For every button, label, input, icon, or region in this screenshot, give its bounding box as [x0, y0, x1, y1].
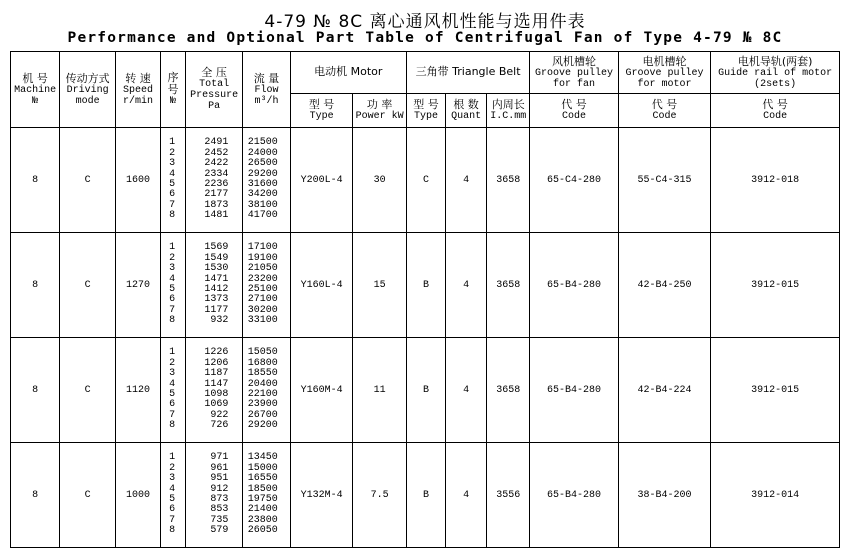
header-sequence: 序 号 № — [161, 52, 186, 128]
pressure-cell-value: 873 — [210, 494, 229, 505]
flow-cell-value: 23200 — [247, 273, 278, 285]
flow-cell-value: 19100 — [247, 252, 278, 264]
flow-cell-value: 18500 — [247, 483, 278, 495]
header-motor-type: 型 号 Type — [290, 94, 353, 128]
sequence-cell-value: 5 — [169, 494, 176, 505]
fan-pulley-code-cell: 65-B4-280 — [530, 233, 618, 338]
sequence-cell-value: 5 — [169, 179, 176, 190]
flow-cell-value: 20400 — [247, 378, 278, 390]
sequence-cell-value: 2 — [169, 147, 176, 159]
flow-cell-value: 21500 — [247, 137, 278, 149]
flow-cell-value: 38100 — [247, 199, 278, 211]
belt-type-cell: B — [406, 233, 445, 338]
header-belt-type: 型 号 Type — [406, 94, 445, 128]
title-english: Performance and Optional Part Table of Centrifugal Fan of Type 4-79 № 8C — [67, 30, 783, 46]
table-row — [11, 443, 840, 548]
driving-mode-cell: C — [60, 128, 116, 233]
pressure-cell — [185, 128, 243, 233]
pressure-cell-value: 1177 — [204, 304, 229, 316]
title-chinese: 4-79 № 8C 离心通风机性能与选用件表 — [264, 12, 586, 32]
sequence-cell-value: 7 — [169, 409, 176, 421]
sequence-cell-value: 6 — [169, 189, 176, 201]
sequence-cell-value: 2 — [169, 357, 176, 369]
pressure-cell-value: 853 — [210, 504, 229, 516]
pressure-cell-value: 1187 — [204, 368, 229, 380]
table-row — [11, 338, 840, 443]
pressure-cell — [185, 338, 243, 443]
motor-pulley-code-cell: 42-B4-224 — [618, 338, 711, 443]
speed-cell: 1120 — [115, 338, 160, 443]
header-total-pressure: 全 压 Total Pressure Pa — [185, 52, 243, 128]
flow-cell-value: 26700 — [247, 409, 278, 421]
belt-type-cell: C — [406, 128, 445, 233]
flow-cell-value: 15000 — [247, 462, 278, 474]
guide-rail-code-cell: 3912-015 — [711, 338, 840, 443]
flow-cell — [243, 443, 290, 548]
belt-length-cell: 3658 — [487, 128, 530, 233]
guide-rail-code-cell: 3912-018 — [711, 128, 840, 233]
belt-length-cell: 3658 — [487, 338, 530, 443]
pressure-cell — [185, 443, 243, 548]
driving-mode-cell: C — [60, 338, 116, 443]
pressure-cell-value: 922 — [210, 409, 229, 421]
header-motor-group: 电动机 Motor — [290, 52, 406, 94]
fan-pulley-code-cell: 65-B4-280 — [530, 443, 618, 548]
pressure-cell-value: 735 — [210, 514, 229, 526]
motor-pulley-code-cell: 42-B4-250 — [618, 233, 711, 338]
sequence-cell-value: 6 — [169, 294, 176, 306]
pressure-cell-value: 961 — [210, 462, 229, 474]
sequence-cell-value: 4 — [169, 168, 176, 180]
belt-type-cell: B — [406, 338, 445, 443]
motor-power-cell: 30 — [353, 128, 406, 233]
header-guide-rail-code: 代 号 Code — [711, 94, 840, 128]
motor-pulley-code-cell: 55-C4-315 — [618, 128, 711, 233]
flow-cell-value: 23800 — [247, 514, 278, 526]
pressure-cell-value: 1873 — [204, 199, 229, 211]
sequence-cell-value: 3 — [169, 473, 176, 485]
flow-cell-value: 17100 — [247, 242, 278, 254]
pressure-cell-value: 1569 — [204, 242, 229, 254]
motor-type-cell: Y132M-4 — [290, 443, 353, 548]
flow-cell-value: 27100 — [247, 294, 278, 306]
header-belt-group: 三角带 Triangle Belt — [406, 52, 529, 94]
flow-cell-value: 34200 — [247, 189, 278, 201]
machine-number-cell: 8 — [11, 128, 60, 233]
sequence-cell-value: 1 — [169, 137, 176, 149]
sequence-cell — [161, 233, 186, 338]
machine-number-cell: 8 — [11, 338, 60, 443]
pressure-cell-value: 2452 — [204, 147, 229, 159]
pressure-cell-value: 579 — [210, 525, 229, 537]
motor-power-cell: 15 — [353, 233, 406, 338]
flow-cell-value: 16800 — [247, 357, 278, 369]
fan-pulley-code-cell: 65-C4-280 — [530, 128, 618, 233]
flow-cell — [243, 128, 290, 233]
sequence-cell-value: 1 — [169, 242, 176, 254]
sequence-cell-value: 6 — [169, 504, 176, 516]
flow-cell-value: 22100 — [247, 389, 278, 400]
pressure-cell-value: 951 — [210, 473, 229, 485]
sequence-cell-value: 1 — [169, 347, 176, 359]
sequence-cell-value: 8 — [169, 420, 176, 432]
flow-cell-value: 26050 — [247, 525, 278, 537]
header-driving-mode: 传动方式 Driving mode — [60, 52, 116, 128]
sequence-cell-value: 2 — [169, 252, 176, 264]
sequence-cell-value: 2 — [169, 462, 176, 474]
sequence-cell-value: 3 — [169, 158, 176, 170]
speed-cell: 1600 — [115, 128, 160, 233]
sequence-cell — [161, 338, 186, 443]
pressure-cell-value: 2334 — [204, 168, 229, 180]
header-flow: 流 量 Flow m³/h — [243, 52, 290, 128]
header-belt-length: 内周长 I.C.mm — [487, 94, 530, 128]
header-speed: 转 速 Speed r/min — [115, 52, 160, 128]
motor-type-cell: Y160L-4 — [290, 233, 353, 338]
sequence-cell-value: 4 — [169, 378, 176, 390]
flow-cell-value: 15050 — [247, 347, 278, 359]
pressure-cell-value: 1471 — [204, 273, 229, 285]
pressure-cell-value: 2422 — [204, 158, 229, 170]
flow-cell-value: 31600 — [247, 179, 278, 190]
pressure-cell-value: 2491 — [204, 137, 229, 149]
sequence-cell-value: 4 — [169, 273, 176, 285]
sequence-cell-value: 8 — [169, 525, 176, 537]
pressure-cell-value: 1412 — [204, 284, 229, 295]
sequence-cell-value: 6 — [169, 399, 176, 411]
flow-cell-value: 26500 — [247, 158, 278, 170]
header-row-top — [11, 52, 840, 94]
header-fan-pulley: 风机槽轮 Groove pulley for fan — [530, 52, 618, 94]
table-row — [11, 128, 840, 233]
flow-cell-value: 29200 — [247, 168, 278, 180]
pressure-cell — [185, 233, 243, 338]
guide-rail-code-cell: 3912-015 — [711, 233, 840, 338]
sequence-cell-value: 3 — [169, 263, 176, 275]
driving-mode-cell: C — [60, 443, 116, 548]
flow-cell-value: 21400 — [247, 504, 278, 516]
pressure-cell-value: 2236 — [204, 179, 229, 190]
header-guide-rail: 电机导轨(两套) Guide rail of motor (2sets) — [711, 52, 840, 94]
belt-length-cell: 3658 — [487, 233, 530, 338]
belt-type-cell: B — [406, 443, 445, 548]
sequence-cell-value: 8 — [169, 210, 176, 222]
flow-cell — [243, 338, 290, 443]
sequence-cell-value: 3 — [169, 368, 176, 380]
pressure-cell-value: 1206 — [204, 357, 229, 369]
speed-cell: 1270 — [115, 233, 160, 338]
header-motor-pulley: 电机槽轮 Groove pulley for motor — [618, 52, 711, 94]
belt-quantity-cell: 4 — [446, 233, 487, 338]
sequence-cell — [161, 128, 186, 233]
sequence-cell-value: 4 — [169, 483, 176, 495]
sequence-cell — [161, 443, 186, 548]
pressure-cell-value: 1098 — [204, 389, 229, 400]
flow-cell-value: 25100 — [247, 284, 278, 295]
pressure-cell-value: 912 — [210, 483, 229, 495]
flow-cell-value: 33100 — [247, 315, 278, 327]
machine-number-cell: 8 — [11, 443, 60, 548]
pressure-cell-value: 1147 — [204, 378, 229, 390]
belt-quantity-cell: 4 — [446, 443, 487, 548]
flow-cell-value: 23900 — [247, 399, 278, 411]
sequence-cell-value: 1 — [169, 452, 176, 464]
sequence-cell-value: 7 — [169, 199, 176, 211]
sequence-cell-value: 5 — [169, 284, 176, 295]
pressure-cell-value: 1226 — [204, 347, 229, 359]
pressure-cell-value: 1069 — [204, 399, 229, 411]
fan-pulley-code-cell: 65-B4-280 — [530, 338, 618, 443]
speed-cell: 1000 — [115, 443, 160, 548]
motor-type-cell: Y200L-4 — [290, 128, 353, 233]
belt-length-cell: 3556 — [487, 443, 530, 548]
belt-quantity-cell: 4 — [446, 128, 487, 233]
pressure-cell-value: 1481 — [204, 210, 229, 222]
header-belt-quantity: 根 数 Quant — [446, 94, 487, 128]
machine-number-cell: 8 — [11, 233, 60, 338]
motor-pulley-code-cell: 38-B4-200 — [618, 443, 711, 548]
flow-cell-value: 24000 — [247, 147, 278, 159]
flow-cell-value: 29200 — [247, 420, 278, 432]
pressure-cell-value: 2177 — [204, 189, 229, 201]
pressure-cell-value: 1549 — [204, 252, 229, 264]
guide-rail-code-cell: 3912-014 — [711, 443, 840, 548]
sequence-cell-value: 7 — [169, 304, 176, 316]
motor-type-cell: Y160M-4 — [290, 338, 353, 443]
flow-cell-value: 18550 — [247, 368, 278, 380]
performance-table — [10, 51, 840, 548]
header-motor-power: 功 率 Power kW — [353, 94, 406, 128]
sequence-cell-value: 7 — [169, 514, 176, 526]
sequence-cell-value: 5 — [169, 389, 176, 400]
pressure-cell-value: 1530 — [204, 263, 229, 275]
flow-cell-value: 13450 — [247, 452, 278, 464]
header-machine: 机 号 Machine № — [11, 52, 60, 128]
sequence-cell-value: 8 — [169, 315, 176, 327]
flow-cell-value: 21050 — [247, 263, 278, 275]
header-motor-pulley-code: 代 号 Code — [618, 94, 711, 128]
flow-cell-value: 19750 — [247, 494, 278, 505]
motor-power-cell: 11 — [353, 338, 406, 443]
pressure-cell-value: 726 — [210, 420, 229, 432]
belt-quantity-cell: 4 — [446, 338, 487, 443]
pressure-cell-value: 932 — [210, 315, 229, 327]
flow-cell — [243, 233, 290, 338]
pressure-cell-value: 971 — [210, 452, 229, 464]
flow-cell-value: 16550 — [247, 473, 278, 485]
table-row — [11, 233, 840, 338]
motor-power-cell: 7.5 — [353, 443, 406, 548]
header-fan-pulley-code: 代 号 Code — [530, 94, 618, 128]
flow-cell-value: 30200 — [247, 304, 278, 316]
flow-cell-value: 41700 — [247, 210, 278, 222]
pressure-cell-value: 1373 — [204, 294, 229, 306]
driving-mode-cell: C — [60, 233, 116, 338]
